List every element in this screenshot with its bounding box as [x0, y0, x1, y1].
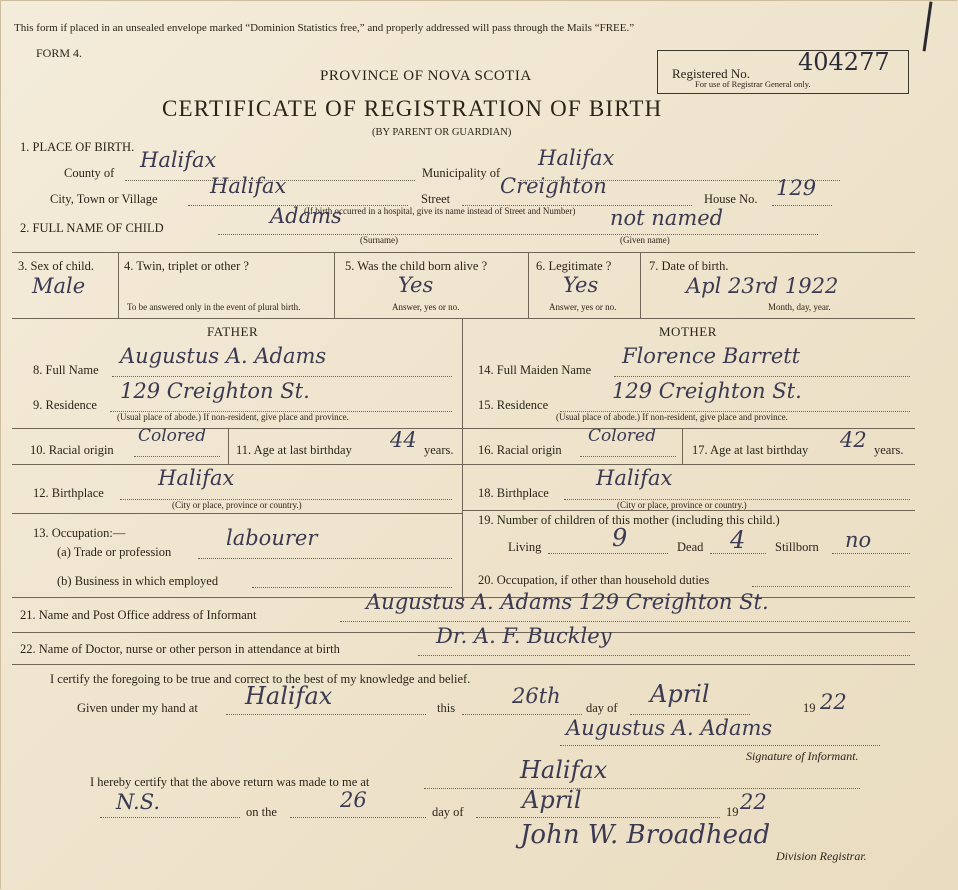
sex-label: 3. Sex of child. — [18, 259, 95, 273]
given-month-value: April — [650, 680, 710, 708]
legitimate-value: Yes — [563, 273, 599, 297]
trade-label: (a) Trade or profession — [57, 545, 172, 559]
father-name-value: Augustus A. Adams — [120, 344, 327, 368]
alive-value: Yes — [398, 273, 434, 297]
legitimate-note: Answer, yes or no. — [549, 302, 617, 312]
given-under-label: Given under my hand at — [77, 701, 198, 715]
registrar-year-value: 22 — [740, 790, 767, 814]
mother-birthplace-note: (City or place, province or country.) — [617, 500, 747, 510]
informant-label: 21. Name and Post Office address of Informant — [20, 608, 257, 622]
doctor-label: 22. Name of Doctor, nurse or other person in attendance at birth — [20, 642, 340, 656]
business-label: (b) Business in which employed — [57, 574, 219, 588]
children-count-label: 19. Number of children of this mother (including this child.) — [478, 513, 780, 527]
date-note: Month, day, year. — [768, 302, 831, 312]
child-given-value: not named — [610, 206, 724, 230]
date-value: Apl 23rd 1922 — [686, 274, 839, 298]
house-value: 129 — [776, 176, 817, 200]
mother-residence-label: 15. Residence — [478, 398, 549, 412]
father-birthplace-label: 12. Birthplace — [33, 486, 104, 500]
living-value: 9 — [612, 524, 628, 552]
given-year-value: 22 — [820, 690, 847, 714]
mother-name-value: Florence Barrett — [622, 344, 801, 368]
mother-occupation-label: 20. Occupation, if other than household duties — [478, 573, 710, 587]
this-label: this — [437, 701, 456, 715]
mother-heading: MOTHER — [659, 324, 717, 339]
hospital-note: (If birth occurred in a hospital, give its name instead of Street and Number) — [304, 206, 576, 216]
on-the-label: on the — [246, 805, 277, 819]
informant-value: Augustus A. Adams 129 Creighton St. — [366, 590, 769, 614]
mother-birthplace-label: 18. Birthplace — [478, 486, 549, 500]
date-label: 7. Date of birth. — [649, 259, 729, 273]
mother-name-label: 14. Full Maiden Name — [478, 363, 592, 377]
father-racial-value: Colored — [138, 426, 206, 446]
legitimate-label: 6. Legitimate ? — [536, 259, 612, 273]
surname-caption: (Surname) — [360, 235, 398, 245]
registrar-year-prefix: 19 — [726, 805, 739, 819]
doctor-value: Dr. A. F. Buckley — [436, 624, 612, 648]
municipality-label: Municipality of — [422, 166, 501, 180]
province-heading: PROVINCE OF NOVA SCOTIA — [320, 68, 532, 84]
dead-value: 4 — [730, 526, 746, 554]
informant-signature: Augustus A. Adams — [566, 716, 773, 740]
registrar-caption: Division Registrar. — [776, 849, 867, 863]
city-label: City, Town or Village — [50, 192, 158, 206]
county-label: County of — [64, 166, 115, 180]
registrar-month-value: April — [522, 786, 582, 814]
registrar-signature: John W. Broadhead — [520, 820, 771, 850]
registrar-use-note: For use of Registrar General only. — [695, 79, 811, 89]
given-day-value: 26th — [512, 684, 561, 708]
mother-racial-label: 16. Racial origin — [478, 443, 562, 457]
stillborn-value: no — [845, 528, 872, 552]
stillborn-label: Stillborn — [775, 540, 819, 554]
certify-text: I certify the foregoing to be true and correct to the best of my knowledge and belief. — [50, 672, 471, 686]
father-residence-value: 129 Creighton St. — [120, 379, 310, 403]
form-number: FORM 4. — [36, 46, 83, 60]
given-place-value: Halifax — [245, 682, 333, 710]
county-value: Halifax — [140, 148, 217, 172]
city-value: Halifax — [210, 174, 287, 198]
municipality-value: Halifax — [538, 146, 615, 170]
father-age-label: 11. Age at last birthday — [236, 443, 352, 457]
registered-number: 404277 — [798, 48, 890, 76]
mailing-notice: This form if placed in an unsealed envelope marked “Dominion Statistics free,” and properly addressed will pass through the Mails “FREE.” — [14, 22, 635, 34]
mother-residence-value: 129 Creighton St. — [612, 379, 802, 403]
house-label: House No. — [704, 192, 758, 206]
father-heading: FATHER — [207, 324, 259, 339]
certificate-subtitle: (BY PARENT OR GUARDIAN) — [372, 127, 512, 138]
occupation-label: 13. Occupation:— — [33, 526, 126, 540]
mother-age-label: 17. Age at last birthday — [692, 443, 809, 457]
street-value: Creighton — [500, 174, 607, 198]
registrar-initials: N.S. — [116, 790, 161, 814]
mother-age-value: 42 — [840, 428, 867, 452]
place-of-birth-heading: 1. PLACE OF BIRTH. — [20, 140, 135, 154]
father-name-label: 8. Full Name — [33, 363, 99, 377]
street-label: Street — [421, 192, 451, 206]
father-age-unit: years. — [424, 443, 454, 457]
mother-racial-value: Colored — [588, 426, 656, 446]
child-surname-value: Adams — [270, 204, 342, 228]
living-label: Living — [508, 540, 542, 554]
registered-label: Registered No. — [672, 66, 750, 81]
mother-age-unit: years. — [874, 443, 904, 457]
father-racial-label: 10. Racial origin — [30, 443, 114, 457]
registrar-place-value: Halifax — [520, 756, 608, 784]
given-day-of-label: day of — [586, 701, 618, 715]
father-residence-note: (Usual place of abode.) If non-resident, give place and province. — [117, 412, 349, 422]
registrar-day-of-label: day of — [432, 805, 464, 819]
alive-label: 5. Was the child born alive ? — [345, 259, 488, 273]
given-year-prefix: 19 — [803, 701, 816, 715]
twin-note: To be answered only in the event of plural birth. — [127, 302, 301, 312]
sex-value: Male — [32, 274, 86, 298]
twin-label: 4. Twin, triplet or other ? — [124, 259, 249, 273]
certificate-title: CERTIFICATE OF REGISTRATION OF BIRTH — [162, 96, 663, 121]
given-name-caption: (Given name) — [620, 235, 670, 245]
child-name-label: 2. FULL NAME OF CHILD — [20, 221, 164, 235]
father-birthplace-value: Halifax — [158, 466, 235, 490]
trade-value: labourer — [226, 526, 318, 550]
registrar-certify-text: I hereby certify that the above return was made to me at — [90, 775, 370, 789]
father-birthplace-note: (City or place, province or country.) — [172, 500, 302, 510]
father-age-value: 44 — [390, 428, 417, 452]
dead-label: Dead — [677, 540, 704, 554]
mother-residence-note: (Usual place of abode.) If non-resident, give place and province. — [556, 412, 788, 422]
alive-note: Answer, yes or no. — [392, 302, 460, 312]
informant-signature-caption: Signature of Informant. — [746, 749, 859, 763]
father-residence-label: 9. Residence — [33, 398, 97, 412]
registrar-day-value: 26 — [340, 788, 367, 812]
mother-birthplace-value: Halifax — [596, 466, 673, 490]
